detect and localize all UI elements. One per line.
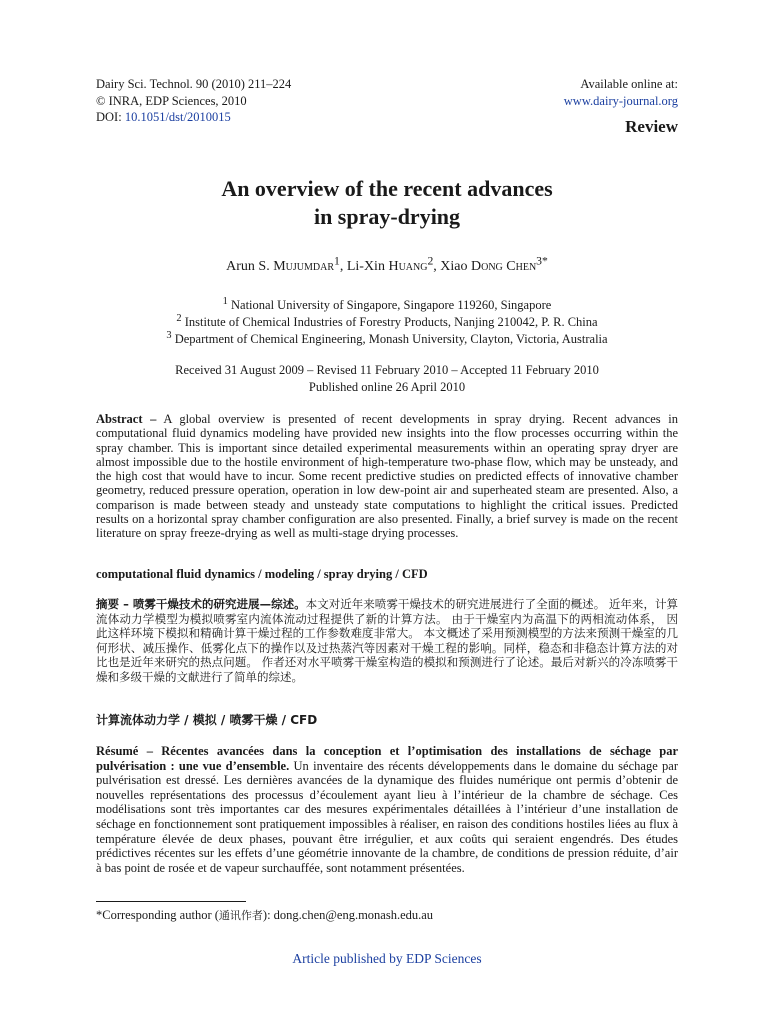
published-date: Published online 26 April 2010 — [308, 380, 466, 394]
title-line-1: An overview of the recent advances — [221, 176, 553, 201]
author: Li-Xin Huang$^2$, — [346, 254, 441, 274]
doi-label: DOI: — [96, 110, 122, 124]
abstract-en — [96, 412, 678, 541]
resume-text: Un inventaire des récents développements dans le domaine du séchage par pulvérisation est dressé. Les dernières avancées de la dynamique des fluides numérique ont permis d’obtenir de nouvelles représentations des processus d’écoulement ayant lieu à l’intérieur de la chambre de séchage. Ces modélisations sont très importantes car des mesures expérimentales détaillées à l’intérieur d’une installation de séchage en fonctionnement sont pratiquement impossibles à réaliser, en raison des conditions hostiles liées au flux à température élevée de deux phases, pouvant être irrégulier, et aux coûts qui seraient engendrés. Des études prédictives récentes sur les effets d’une géométrie innovante de la chambre, de conditions de pression réduite, d’air à bas point de rosée et de vapeur surchauffée, sont notamment présentées. — [96, 758, 678, 875]
author-list — [96, 254, 678, 275]
footnote-divider — [96, 901, 246, 902]
title-line-2: in spray-drying — [313, 204, 461, 229]
history-dates: Received 31 August 2009 – Revised 11 February 2010 – Accepted 11 February 2010 — [175, 363, 599, 377]
keywords-cn: 计算流体动力学 / 模拟 / 喷雾干燥 / CFD — [96, 713, 318, 727]
journal-citation: Dairy Sci. Technol. 90 (2010) 211–224 — [96, 77, 292, 91]
author: Arun S. Mujumdar$^1$, — [226, 254, 347, 274]
resume-label: Résumé – Récentes avancées dans la conception et l’optimisation des installations de séchage par pulvérisation : une vue d’ensemble. — [96, 744, 678, 773]
keywords-en: computational fluid dynamics / modeling / spray drying / CFD — [96, 567, 428, 581]
availability-header — [564, 76, 678, 109]
journal-url-link[interactable]: www.dairy-journal.org — [563, 93, 678, 108]
article-type: Review — [625, 117, 678, 136]
doi-link[interactable]: 10.1051/dst/2010015 — [124, 110, 231, 124]
affiliations — [96, 295, 678, 346]
copyright-line: © INRA, EDP Sciences, 2010 — [96, 93, 247, 108]
abstract-cn-label: 摘要 – 喷雾干燥技术的研究进展—综述。 — [96, 597, 306, 611]
article-title — [96, 175, 678, 231]
abstract-cn-text: 本文对近年来喷雾干燥技术的研究进展进行了全面的概述。 近年来，计算流体动力学模型为模拟喷雾室内流体流动过程提供了新的计算方法。 由于干燥室内为高温下的两相流动体系， 因此这样环境下模拟和精确计算干燥过程的工作参数难度非常大。 本文概述了采用预测模型的方法来预测干燥室的几何形状、减压操作、低雾化点下的操作以及过热蒸汽等因素对干燥工程的影响。同样，稳态和非稳态计算方法的对比也是近年来研究的热点问题。 作者还对水平喷雾干燥室构造的模拟和预测进行了论述。最后对新兴的冷冻喷雾干燥和多级干燥的文献进行了简单的综述。 — [96, 597, 679, 684]
doi-line — [96, 109, 291, 126]
affiliation: $^1$ National University of Singapore, Singapore 119260, Singapore — [222, 296, 552, 313]
publisher-note[interactable]: Article published by EDP Sciences — [292, 951, 482, 966]
abstract-cn — [96, 597, 678, 685]
author: Xiao Dong Chen$^{3*}$ — [440, 254, 548, 274]
affiliation: $^3$ Department of Chemical Engineering, Monash University, Clayton, Victoria, Australia — [166, 330, 608, 347]
abstract-text: A global overview is presented of recent developments in spray drying. Recent advances in computational fluid dynamics modeling have provided new insights into the flow processes occurring within the spray chamber. This is important since detailed experimental measurements within an operating spray dryer are almost impossible due to the hostile environment of high-temperature two-phase flow, which may be unsteady, and the high cost that would have to incur. Some recent predictive studies on predicted effects of innovative chamber geometry, reduced pressure operation, operation in low dew-point air and superheated steam are presented. Also, a comparison is made between steady and unsteady state computations to highlight the critical issues. Predicted results on a horizontal spray chamber configuration are also presented. Finally, a brief survey is made on the recent literature on spray freeze-drying as well as multi-stage drying processes. — [96, 412, 679, 541]
footnote: *Corresponding author (通讯作者): dong.chen@eng.monash.edu.au — [96, 908, 434, 922]
article-dates — [96, 362, 678, 396]
abstract-fr — [96, 744, 678, 875]
available-online-label: Available online at: — [580, 77, 678, 91]
abstract-label: Abstract – — [96, 412, 157, 426]
journal-header — [96, 76, 291, 126]
affiliation: $^2$ Institute of Chemical Industries of Forestry Products, Nanjing 210042, P. R. China — [176, 313, 598, 330]
